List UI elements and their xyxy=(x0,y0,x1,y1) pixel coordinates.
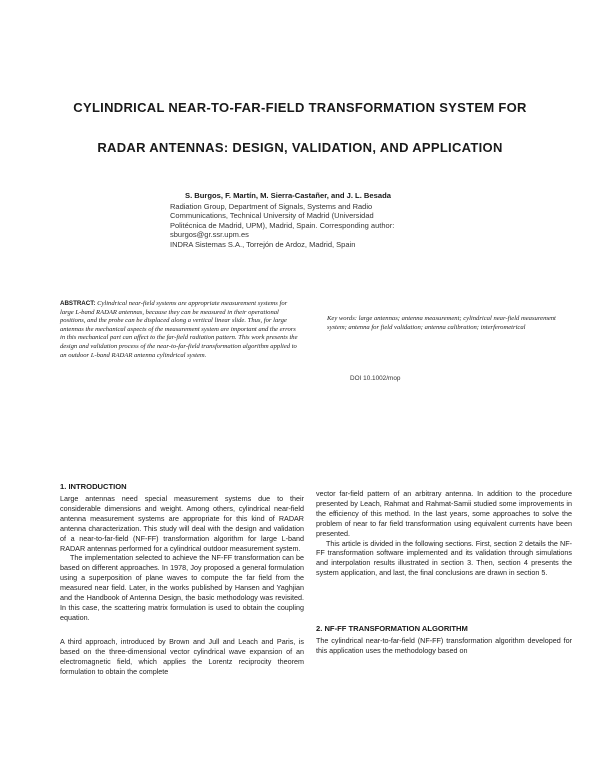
affiliation-line: Communications, Technical University of Madrid (Universidad xyxy=(170,211,374,221)
paragraph: The implementation selected to achieve the NF-FF transformation can be based on different approaches. In 1978, Joy proposed a general formulation using a superposition of plane waves to compute the far field from the measured near field. Later, in the works published by Hansen and Yaghjian and the Handbook of Antenna Design, the basic methodology was revisited. In this case, the scattering matrix formulation is used to obtain the coupling equation. xyxy=(60,553,304,622)
paragraph: This article is divided in the following sections. First, section 2 details the NF-FF transformation software implemented and its validation through simulations and interpolation results illustrated in section 3. Then, section 4 presents the system application, and last, the final conclusions are drawn in section 5. xyxy=(316,538,572,578)
affiliation-line: sburgos@gr.ssr.upm.es xyxy=(170,230,249,240)
left-column xyxy=(60,494,304,676)
keywords: Key words: large antennas; antenna measurement; cylindrical near-field measurement system; antenna for field validation; antenna calibration; interferometrical xyxy=(327,315,556,331)
right-column xyxy=(316,489,572,578)
abstract-label: ABSTRACT: xyxy=(60,300,96,307)
paragraph: A third approach, introduced by Brown and Jull and Leach and Paris, is based on the three-dimensional vector cylindrical wave expansion of an electromagnetic field, which applies the Lorentz reciprocity theorem formulation to obtain the complete xyxy=(60,636,304,676)
affiliation-line: Radiation Group, Department of Signals, Systems and Radio xyxy=(170,201,373,211)
paragraph: vector far-field pattern of an arbitrary antenna. In addition to the procedure presented by Leach, Rahmat and Rahmat-Samii studied some improvements in the efficiency of this method. In the last years, some approaches to solve the problem of near to far field transformation using equivalent currents have been presented. xyxy=(316,489,572,538)
author-block xyxy=(155,191,455,250)
section-2-body xyxy=(316,636,572,656)
paper-title-line-1: CYLINDRICAL NEAR-TO-FAR-FIELD TRANSFORMATION SYSTEM FOR xyxy=(73,100,527,115)
affiliation-line: INDRA Sistemas S.A., Torrejón de Ardoz, Madrid, Spain xyxy=(170,239,356,249)
section-1-heading: 1. INTRODUCTION xyxy=(60,482,127,491)
paragraph: The cylindrical near-to-far-field (NF-FF) transformation algorithm developed for this application uses the methodology based on xyxy=(316,636,572,655)
section-2-heading: 2. NF-FF TRANSFORMATION ALGORITHM xyxy=(316,624,468,633)
author-names: S. Burgos, F. Martín, M. Sierra-Castañer, and J. L. Besada xyxy=(185,191,391,200)
paper-title-line-2: RADAR ANTENNAS: DESIGN, VALIDATION, AND APPLICATION xyxy=(97,140,503,155)
paragraph: Large antennas need special measurement systems due to their considerable dimensions and weight. Among others, cylindrical near-field antenna measurement systems are appropriate for this kind of RADAR antenna characterization. This study will deal with the design and validation of a near-to-far-field (NF-FF) transformation algorithm for large L-band RADAR antennas performed for a cylindrical outdoor measurement system. xyxy=(60,494,304,553)
doi: DOI 10.1002/mop xyxy=(350,375,401,382)
abstract-text: Cylindrical near-field systems are appropriate measurement systems for large L-band RADAR antennas, because they can be measured in their operational positions, and the probe can be displaced along a vertical linear slide. Thus, for large antennas the mechanical aspects of the measurement system are important and the errors in this mechanical part can affect to the far-field radiation pattern. This work presents the design and validation process of the near-to-far-field transformation algorithm applied to an outdoor L-band RADAR antenna cylindrical system. xyxy=(60,300,298,359)
abstract xyxy=(60,300,300,360)
affiliation-line: Politécnica de Madrid, UPM), Madrid, Spain. Corresponding author: xyxy=(170,220,395,230)
